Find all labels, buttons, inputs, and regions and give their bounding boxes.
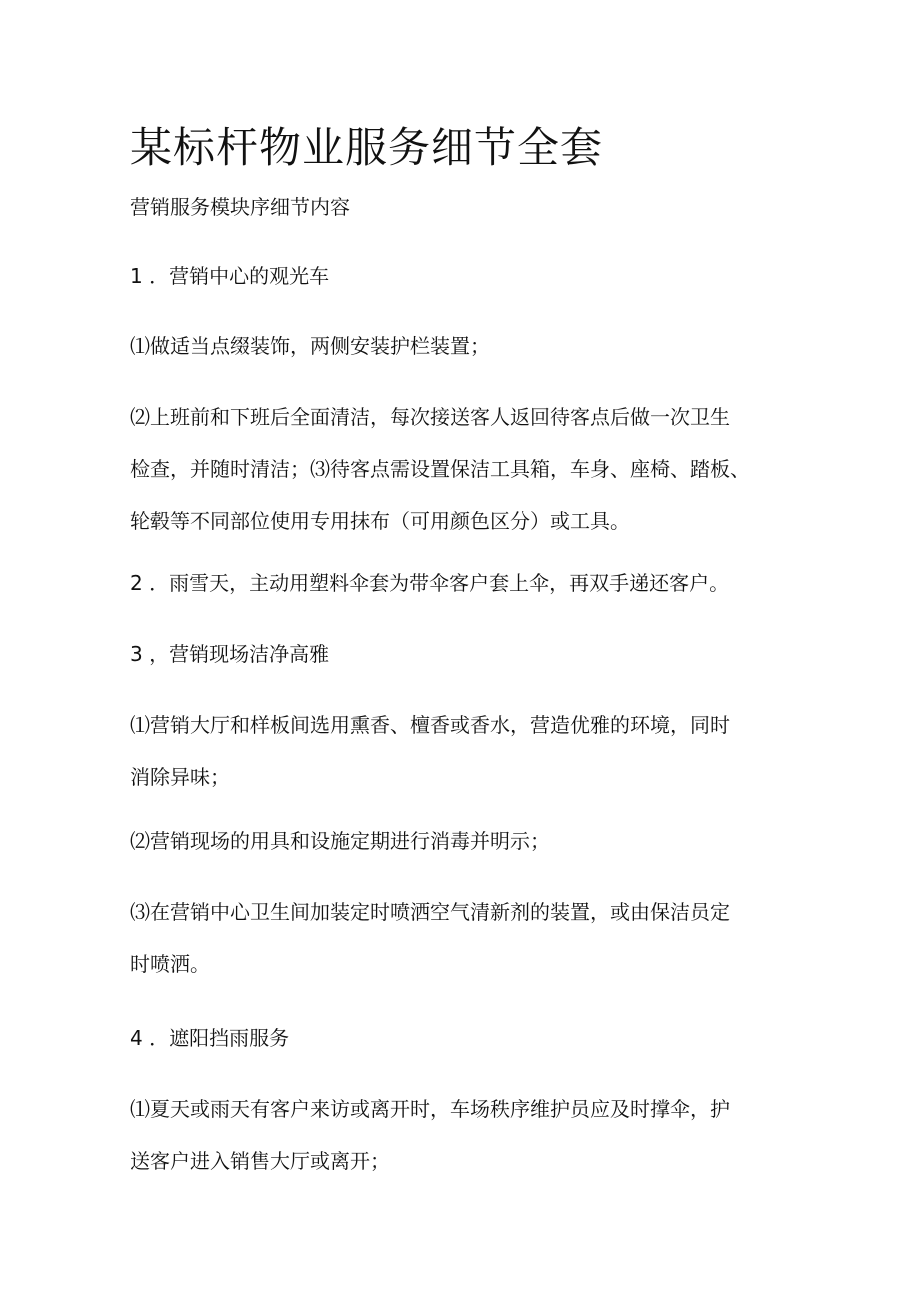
text-line: ⑴夏天或雨天有客户来访或离开时，车场秩序维护员应及时撑伞，护 bbox=[130, 1097, 730, 1121]
section-heading-4 bbox=[130, 1012, 798, 1064]
text-line: ⑴做适当点缀装饰，两侧安装护栏装置； bbox=[130, 334, 490, 358]
text-line: 3 ，营销现场洁净高雅 bbox=[130, 642, 330, 666]
text-line: ⑵营销现场的用具和设施定期进行消毒并明示； bbox=[130, 829, 550, 853]
text-line: 4 ．遮阳挡雨服务 bbox=[130, 1026, 290, 1050]
list-item-1-2 bbox=[130, 391, 798, 547]
text-line: 轮毂等不同部位使用专用抹布（可用颜色区分）或工具。 bbox=[130, 509, 630, 533]
section-heading-2 bbox=[130, 557, 798, 609]
text-line: 1 ．营销中心的观光车 bbox=[130, 264, 330, 288]
text-line: 2 ．雨雪天，主动用塑料伞套为带伞客户套上伞，再双手递还客户。 bbox=[130, 571, 730, 595]
list-item-1-1 bbox=[130, 320, 798, 372]
text-line: ⑵上班前和下班后全面清洁，每次接送客人返回待客点后做一次卫生 bbox=[130, 405, 730, 429]
document-title: 某标杆物业服务细节全套 bbox=[130, 123, 604, 172]
text-line: 检查，并随时清洁；⑶待客点需设置保洁工具箱，车身、座椅、踏板、 bbox=[130, 457, 750, 481]
list-item-3-2 bbox=[130, 815, 798, 867]
text-line: ⑶在营销中心卫生间加装定时喷洒空气清新剂的装置，或由保洁员定 bbox=[130, 900, 730, 924]
text-line: 送客户进入销售大厅或离开； bbox=[130, 1149, 390, 1173]
list-item-3-3 bbox=[130, 886, 798, 990]
text-line: 时喷洒。 bbox=[130, 952, 210, 976]
section-heading-3 bbox=[130, 628, 798, 680]
section-heading-1 bbox=[130, 250, 798, 302]
list-item-3-1 bbox=[130, 699, 798, 803]
list-item-4-1 bbox=[130, 1083, 798, 1187]
text-line: ⑴营销大厅和样板间选用熏香、檀香或香水，营造优雅的环境，同时 bbox=[130, 713, 730, 737]
text-line: 消除异味； bbox=[130, 765, 230, 789]
document-subtitle: 营销服务模块序细节内容 bbox=[130, 195, 350, 219]
